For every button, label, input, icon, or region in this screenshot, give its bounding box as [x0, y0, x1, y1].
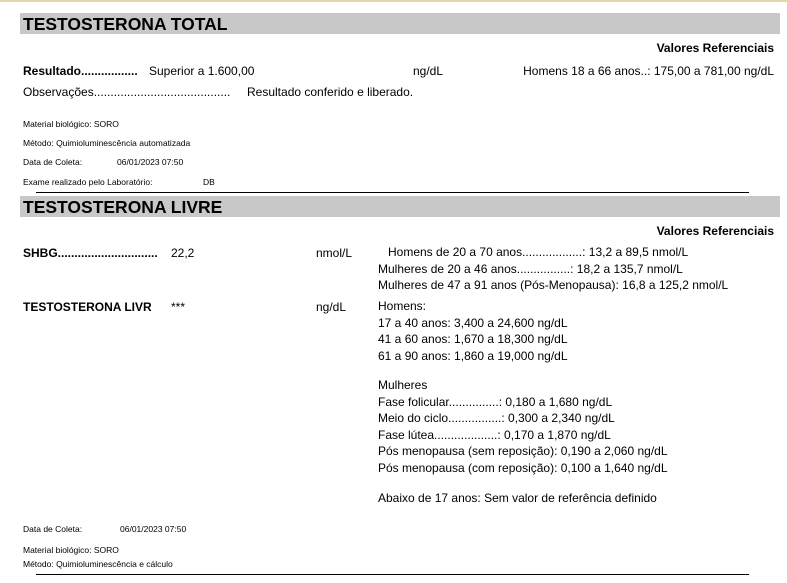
ref-line: Fase folicular...............: 0,180 a 1,680 ng/dL	[378, 394, 613, 409]
result-reference: Homens 18 a 66 anos..: 175,00 a 781,00 ng/dL	[523, 64, 774, 78]
section-divider	[36, 192, 749, 193]
ref-line: Homens:	[378, 299, 427, 313]
ref-note: Abaixo de 17 anos: Sem valor de referência definido	[378, 491, 657, 505]
coleta-label-livre: Data de Coleta:	[23, 524, 83, 534]
ref-mulheres	[378, 377, 668, 476]
result-unit: ng/dL	[413, 64, 444, 78]
ref-line: Mulheres	[378, 378, 428, 392]
ref-header-total: Valores Referenciais	[656, 41, 774, 55]
coleta-label: Data de Coleta:	[23, 157, 83, 167]
section-title-total: TESTOSTERONA TOTAL	[20, 13, 780, 34]
shbg-value: 22,2	[171, 246, 195, 260]
laboratorio-label: Exame realizado pelo Laboratório:	[23, 177, 153, 187]
shbg-label: SHBG..............................	[23, 246, 158, 260]
ref-line: 17 a 40 anos: 3,400 a 24,600 ng/dL	[378, 315, 568, 330]
observations-value: Resultado conferido e liberado.	[247, 85, 414, 99]
shbg-ref-line: Homens de 20 a 70 anos..................: 13,2 a 89,5 nmol/L	[388, 245, 689, 259]
metodo-livre: Método: Quimioluminescência e cálculo	[23, 559, 173, 569]
ref-header-livre: Valores Referenciais	[656, 224, 774, 238]
testosterona-livre-label: TESTOSTERONA LIVR	[23, 300, 152, 314]
ref-line: Fase lútea...................: 0,170 a 1,870 ng/dL	[378, 427, 611, 442]
ref-line: Meio do ciclo................: 0,300 a 2,340 ng/dL	[378, 411, 615, 425]
shbg-ref-line: Mulheres de 47 a 91 anos (Pós-Menopausa): 16,8 a 125,2 nmol/L	[378, 278, 729, 292]
bottom-divider	[36, 574, 749, 575]
metodo: Método: Quimioluminescência automatizada	[23, 138, 191, 148]
material-biologico: Material biológico: SORO	[23, 119, 119, 129]
coleta-value: 06/01/2023 07:50	[117, 157, 184, 167]
section-title-livre: TESTOSTERONA LIVRE	[20, 196, 780, 217]
ref-homens	[378, 298, 568, 364]
observations-label: Observações.........................................	[23, 85, 231, 99]
material-biologico-livre: Material biológico: SORO	[23, 545, 119, 555]
shbg-reference	[378, 244, 728, 294]
result-label: Resultado.................	[23, 64, 138, 78]
testosterona-livre-value: ***	[171, 300, 186, 314]
testosterona-livre-unit: ng/dL	[316, 300, 347, 314]
top-border	[0, 0, 787, 2]
ref-line: 41 a 60 anos: 1,670 a 18,300 ng/dL	[378, 332, 568, 346]
ref-line: Pós menopausa (com reposição): 0,100 a 1,640 ng/dL	[378, 460, 668, 475]
coleta-value-livre: 06/01/2023 07:50	[120, 524, 187, 534]
shbg-ref-line: Mulheres de 20 a 46 anos................: 18,2 a 135,7 nmol/L	[378, 261, 683, 276]
ref-line: 61 a 90 anos: 1,860 a 19,000 ng/dL	[378, 348, 568, 363]
shbg-unit: nmol/L	[316, 246, 353, 260]
result-value: Superior a 1.600,00	[149, 64, 255, 78]
laboratorio-value: DB	[203, 177, 215, 187]
ref-line: Pós menopausa (sem reposição): 0,190 a 2,060 ng/dL	[378, 444, 668, 458]
